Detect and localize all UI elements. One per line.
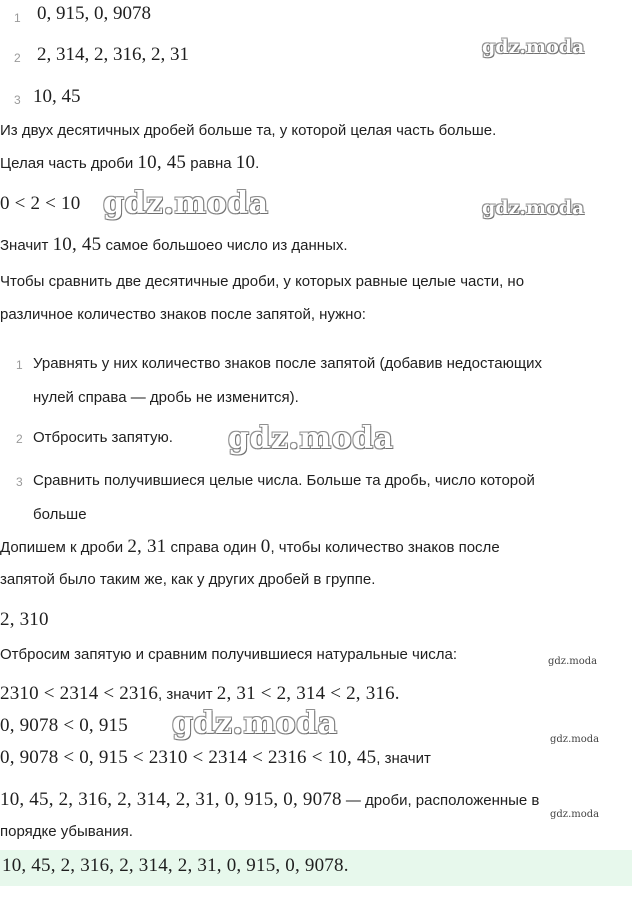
- list-marker: 3: [16, 475, 23, 489]
- list-marker: 2: [16, 432, 23, 446]
- list-marker: 2: [14, 51, 21, 65]
- paragraph: Допишем к дроби 2, 31 справа один 0, чтобы количество знаков после: [0, 536, 500, 557]
- step-text: больше: [33, 506, 87, 523]
- paragraph: Чтобы сравнить две десятичные дроби, у которых равные целые части, но: [0, 273, 525, 290]
- paragraph: 10, 45, 2, 316, 2, 314, 2, 31, 0, 915, 0, 9078 — дроби, расположенные в: [0, 789, 540, 810]
- watermark: gdz.moda: [228, 421, 394, 456]
- paragraph: Отбросим запятую и сравним получившиеся натуральные числа:: [0, 646, 457, 663]
- comparison: 0, 9078 < 0, 915: [0, 715, 128, 736]
- answer-block: [0, 850, 632, 886]
- answer-text: 10, 45, 2, 316, 2, 314, 2, 31, 0, 915, 0, 9078.: [2, 855, 349, 876]
- paragraph: Значит 10, 45 самое большоеo число из данных.: [0, 234, 348, 255]
- list-item-value: 10, 45: [33, 86, 81, 107]
- list-marker: 1: [14, 11, 21, 25]
- watermark: gdz.moda: [482, 36, 585, 58]
- watermark: gdz.moda: [548, 656, 598, 667]
- comparison: 2310 < 2314 < 2316, значит 2, 31 < 2, 314 < 2, 316.: [0, 683, 400, 704]
- comparison: 0, 9078 < 0, 915 < 2310 < 2314 < 2316 < 10, 45, значит: [0, 747, 431, 768]
- step-text: Отбросить запятую.: [33, 429, 173, 446]
- paragraph: порядке убывания.: [0, 823, 133, 840]
- paragraph: различное количество знаков после запятой, нужно:: [0, 306, 366, 323]
- expression: 2, 310: [0, 609, 49, 630]
- paragraph: Из двух десятичных дробей больше та, у которой целая часть больше.: [0, 122, 497, 139]
- paragraph: запятой было таким же, как у других дробей в группе.: [0, 571, 376, 588]
- list-item-value: 0, 915, 0, 9078: [37, 3, 151, 24]
- watermark: gdz.moda: [172, 706, 338, 741]
- watermark: gdz.moda: [482, 197, 585, 219]
- watermark: gdz.moda: [103, 186, 269, 221]
- list-marker: 3: [14, 93, 21, 107]
- step-text: Уравнять у них количество знаков после запятой (добавив недостающих: [33, 355, 543, 372]
- paragraph: Целая часть дроби 10, 45 равна 10.: [0, 152, 260, 173]
- list-marker: 1: [16, 358, 23, 372]
- list-item-value: 2, 314, 2, 316, 2, 31: [37, 44, 189, 65]
- watermark: gdz.moda: [550, 809, 600, 820]
- watermark: gdz.moda: [550, 734, 600, 745]
- step-text: нулей справа — дробь не изменится).: [33, 389, 299, 406]
- step-text: Сравнить получившиеся целые числа. Больше та дробь, число которой: [33, 472, 535, 489]
- inequality: 0 < 2 < 10: [0, 193, 81, 214]
